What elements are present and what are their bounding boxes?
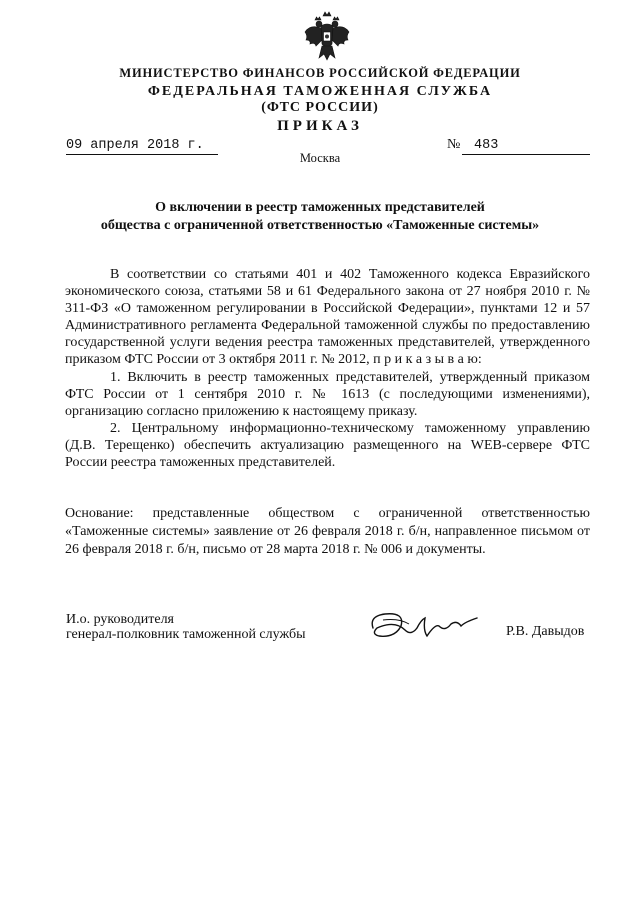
signer-name: Р.В. Давыдов: [506, 624, 585, 639]
service-name: ФЕДЕРАЛЬНАЯ ТАМОЖЕННАЯ СЛУЖБА: [147, 84, 493, 99]
coat-of-arms-emblem: [302, 10, 352, 66]
document-number: 483: [462, 138, 590, 155]
signer-title-line-2: генерал-полковник таможенной службы: [66, 627, 306, 642]
basis-paragraph: Основание: представленные обществом с ограниченной ответственностью «Таможенные системы» заявление от 26 февраля 2018 г. б/н, направленное письмом от 26 февраля 2018 г. б/н, письмо от 28 марта 2018 г. № 006 и документы.: [65, 506, 590, 557]
service-abbreviation: (ФТС РОССИИ): [261, 100, 379, 115]
subject-line-1: О включении в реестр таможенных представителей: [155, 200, 485, 215]
intro-text: В соответствии со статьями 401 и 402 Таможенного кодекса Евразийского экономического союза, статьями 58 и 61 Федерального закона от 27 ноября 2010 г. № 311-ФЗ «О таможенном регулировании в Российской Федерации», пунктами 12 и 57 Административного регламента Федеральной таможенной службы по предоставлению государственной услуги ведения реестра таможенных представителей, утвержденного приказом ФТС России от 3 октября 2011 г. № 2012,: [65, 267, 590, 368]
ministry-name: МИНИСТЕРСТВО ФИНАНСОВ РОССИЙСКОЙ ФЕДЕРАЦИИ: [119, 66, 521, 80]
document-subject: [0, 199, 640, 235]
subject-line-2: общества с ограниченной ответственностью «Таможенные системы»: [100, 218, 540, 233]
number-label: №: [447, 137, 461, 152]
document-date: 09 апреля 2018 г.: [66, 138, 218, 155]
document-body: [65, 266, 590, 471]
document-type: ПРИКАЗ: [277, 118, 363, 134]
city: Москва: [299, 151, 341, 165]
handwritten-signature: [365, 606, 495, 646]
order-word: п р и к а з ы в а ю:: [373, 352, 482, 368]
signer-title-line-1: И.о. руководителя: [66, 612, 175, 627]
item-1: 1. Включить в реестр таможенных представителей, утвержденный приказом ФТС России от 1 сентября 2010 г. № 1613 (с последующими изменениями), организацию согласно приложению к настоящему приказу.: [65, 369, 590, 419]
intro-paragraph: [65, 266, 590, 369]
item-2: 2. Центральному информационно-техническому таможенному управлению (Д.В. Терещенко) обеспечить актуализацию размещенного на WEB-сервере ФТС России реестра таможенных представителей.: [65, 420, 590, 471]
